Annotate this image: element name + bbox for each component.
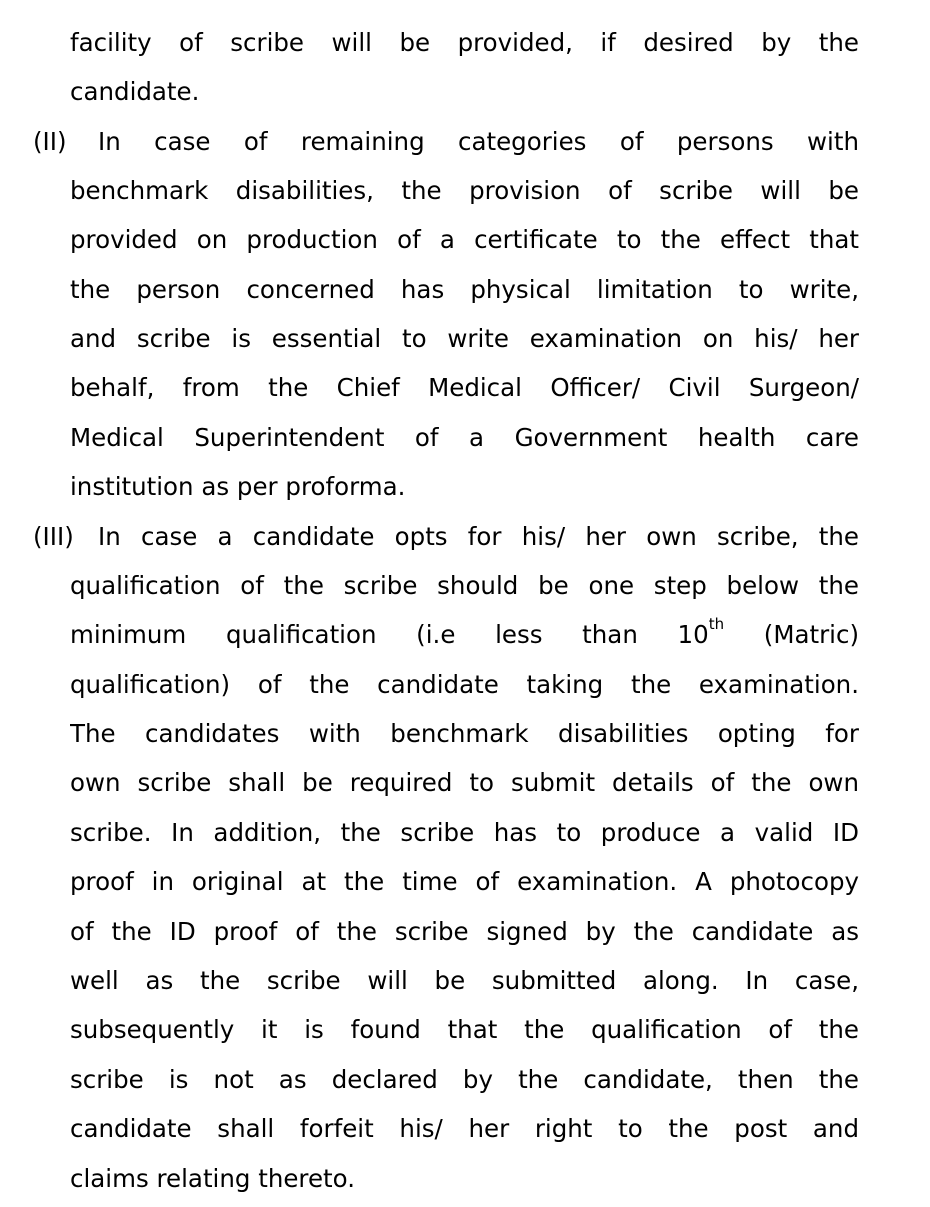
text-line: candidate. (70, 77, 200, 106)
text-line: qualification) of the candidate taking the examination. (70, 670, 859, 699)
text-line: candidate shall forfeit his/ her right to the post and (70, 1114, 859, 1143)
text-line: behalf, from the Chief Medical Officer/ Civil Surgeon/ (70, 373, 859, 402)
text-line: qualification of the scribe should be one step below the (70, 571, 859, 600)
text-line: scribe. In addition, the scribe has to produce a valid ID (70, 818, 859, 847)
text-line (70, 615, 859, 655)
text-line: institution as per proforma. (70, 472, 406, 501)
text-line: well as the scribe will be submitted along. In case, (70, 966, 859, 995)
text-segment: (Matric) (724, 620, 859, 649)
text-line: of the ID proof of the scribe signed by the candidate as (70, 917, 859, 946)
text-line: In case of remaining categories of persons with (98, 127, 859, 156)
text-line: subsequently it is found that the qualification of the (70, 1015, 859, 1044)
text-line: benchmark disabilities, the provision of scribe will be (70, 176, 859, 205)
text-line: In case a candidate opts for his/ her own scribe, the (98, 522, 859, 551)
text-line: provided on production of a certificate to the effect that (70, 225, 859, 254)
text-line: The candidates with benchmark disabilities opting for (70, 719, 859, 748)
text-line: and scribe is essential to write examination on his/ her (70, 324, 859, 353)
text-line: the person concerned has physical limitation to write, (70, 275, 859, 304)
text-segment: minimum qualification (i.e less than 10 (70, 620, 709, 649)
superscript: th (708, 615, 725, 633)
item-marker: (III) (33, 522, 74, 551)
text-line: Medical Superintendent of a Government health care (70, 423, 859, 452)
text-line: claims relating thereto. (70, 1164, 355, 1193)
text-line: facility of scribe will be provided, if desired by the (70, 28, 859, 57)
text-line: own scribe shall be required to submit details of the own (70, 768, 859, 797)
text-line: scribe is not as declared by the candidate, then the (70, 1065, 859, 1094)
text-line: proof in original at the time of examination. A photocopy (70, 867, 859, 896)
item-marker: (II) (33, 127, 67, 156)
